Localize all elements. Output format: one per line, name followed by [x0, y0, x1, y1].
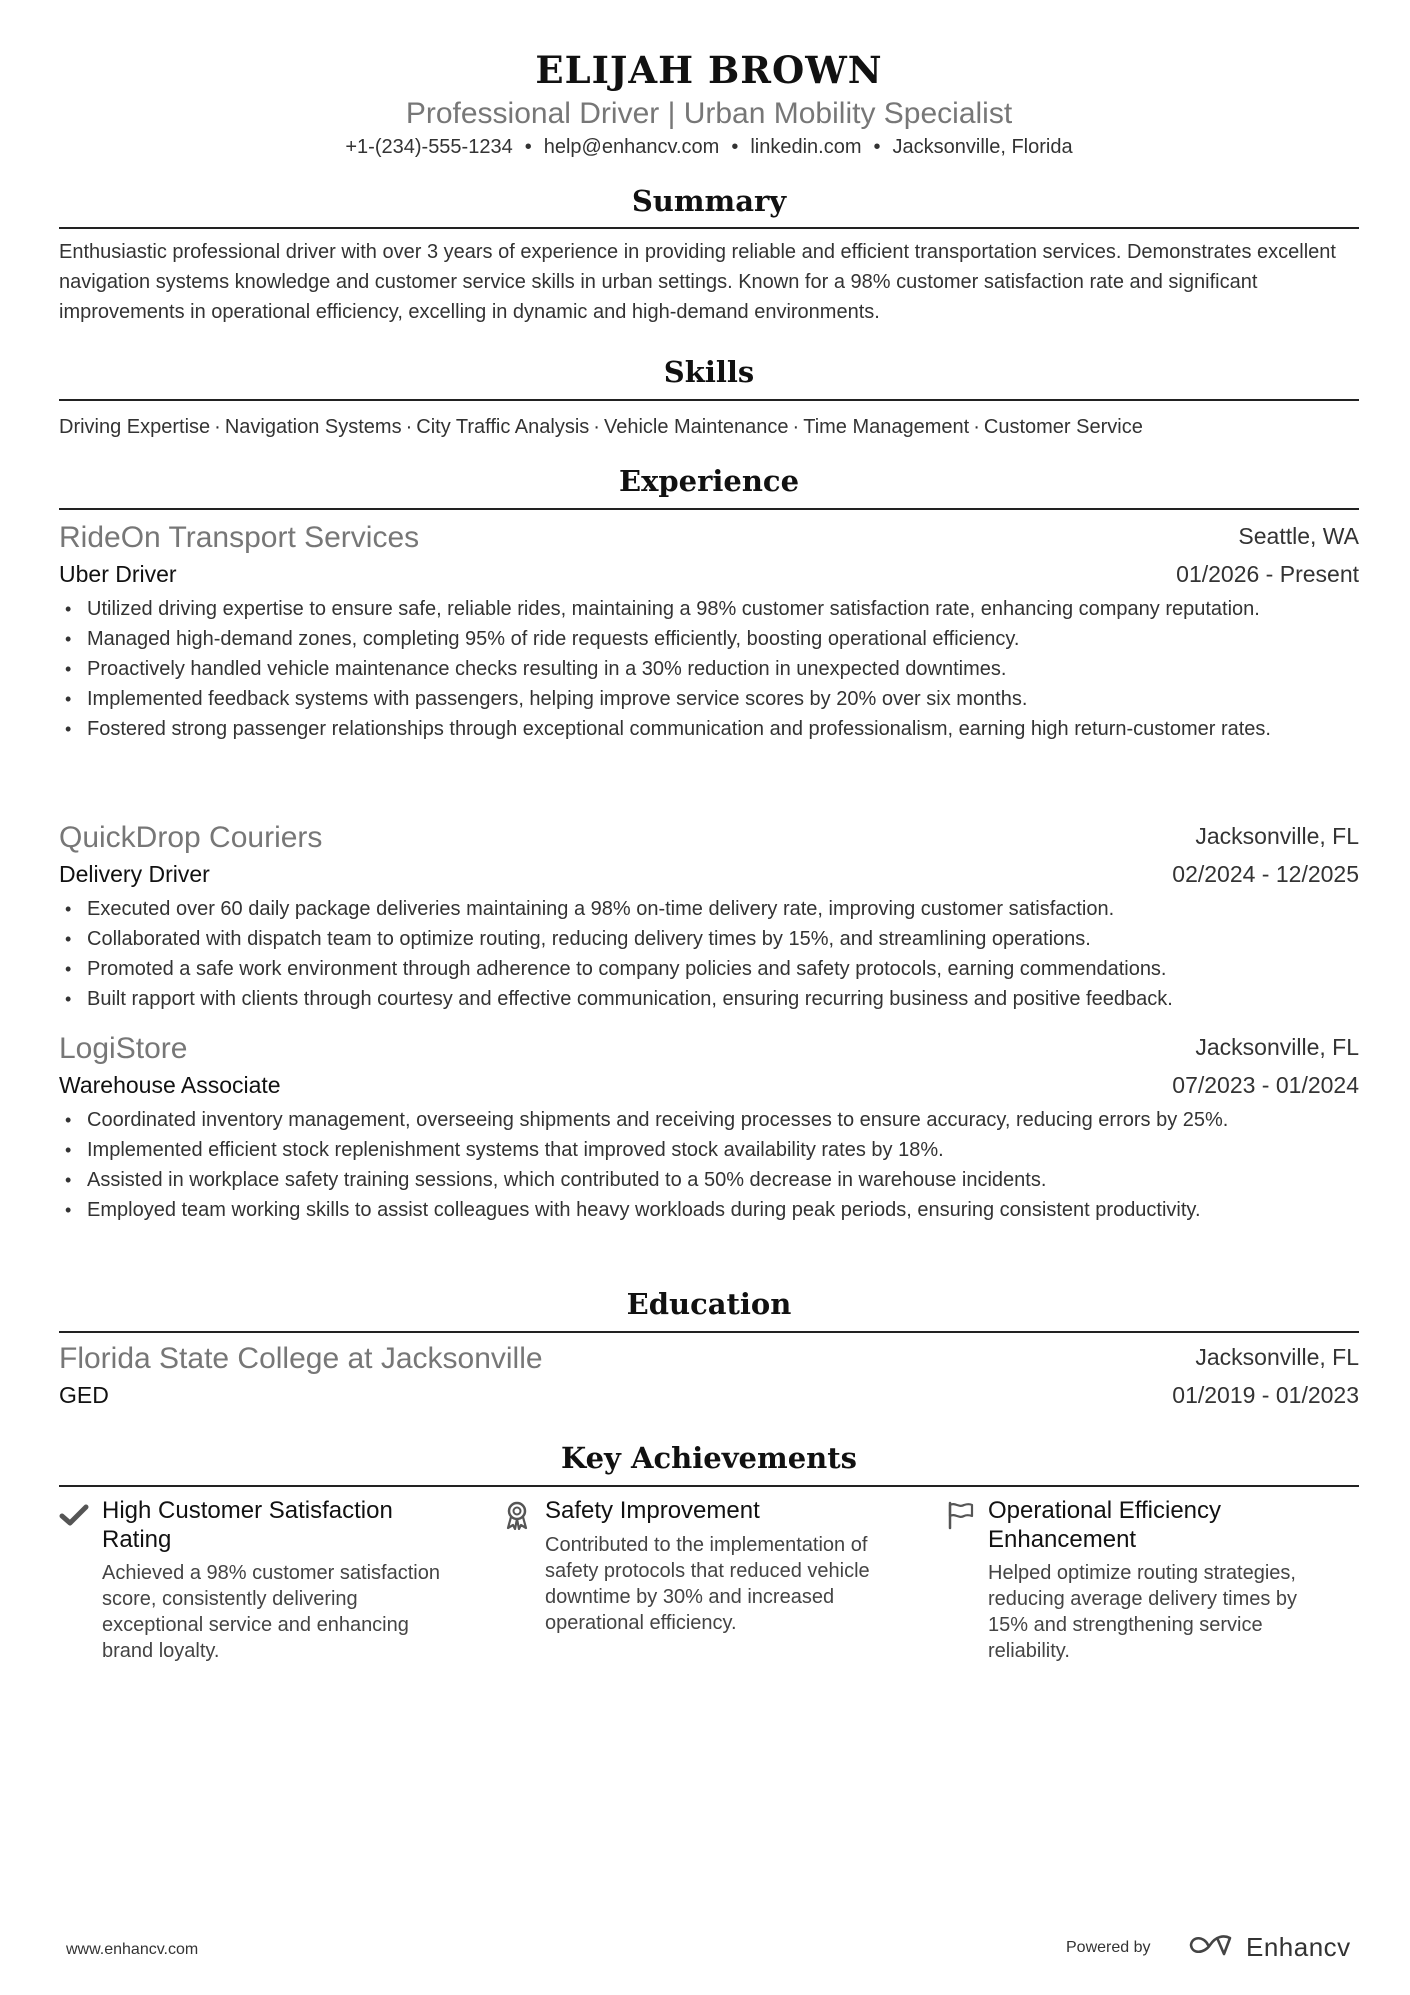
- skill-item: Driving Expertise: [59, 416, 211, 438]
- skill-item: Customer Service: [983, 416, 1143, 438]
- list-item: • Assisted in workplace safety training sessions, which contributed to a 50% decrease in warehouse incidents.: [87, 1165, 1359, 1195]
- skill-separator: ·: [792, 416, 800, 438]
- experience-entry: [59, 820, 1359, 1014]
- achievement-description: Contributed to the implementation of safety protocols that reduced vehicle downtime by 30% and increased operational efficiency.: [545, 1534, 870, 1634]
- list-item: • Managed high-demand zones, completing 95% of ride requests efficiently, boosting operational efficiency.: [87, 624, 1359, 654]
- contact-phone[interactable]: +1-(234)-555-1234: [345, 136, 513, 158]
- job-location: Jacksonville, FL: [1195, 1034, 1359, 1060]
- job-bullets: [59, 1105, 1359, 1225]
- section-divider: [59, 227, 1359, 229]
- list-item: • Executed over 60 daily package deliveries maintaining a 98% on-time delivery rate, improving customer satisfaction.: [87, 894, 1359, 924]
- footer-website-link[interactable]: www.enhancv.com: [66, 1941, 199, 1958]
- achievement-item: [502, 1496, 882, 1676]
- skill-separator: ·: [214, 416, 221, 438]
- achievements-heading: Key Achievements: [561, 1441, 857, 1475]
- achievement-title: High Customer Satisfaction Rating: [102, 1497, 393, 1553]
- job-role: Delivery Driver: [59, 861, 210, 887]
- list-item: • Implemented efficient stock replenishment systems that improved stock availability rates by 18%.: [87, 1135, 1359, 1165]
- flag-icon: [945, 1500, 975, 1530]
- job-dates: 02/2024 - 12/2025: [1172, 861, 1359, 887]
- contact-linkedin[interactable]: linkedin.com: [750, 136, 862, 158]
- checkmark-icon: [59, 1500, 89, 1530]
- list-item: • Coordinated inventory management, overseeing shipments and receiving processes to ensure accuracy, reducing errors by 25%.: [87, 1105, 1359, 1135]
- list-item: • Employed team working skills to assist colleagues with heavy workloads during peak periods, ensuring consistent productivity.: [87, 1195, 1359, 1225]
- section-divider: [59, 1331, 1359, 1333]
- company-name: QuickDrop Couriers: [59, 821, 323, 854]
- enhancv-logo-icon: [1186, 1930, 1236, 1960]
- achievement-item: [59, 1496, 439, 1676]
- award-ribbon-icon: [502, 1500, 532, 1530]
- job-bullets: [59, 894, 1359, 1014]
- school-location: Jacksonville, FL: [1195, 1344, 1359, 1370]
- contact-line: [59, 134, 1359, 160]
- skill-separator: ·: [973, 416, 980, 438]
- contact-location: Jacksonville, Florida: [892, 136, 1073, 158]
- summary-text: Enthusiastic professional driver with over 3 years of experience in providing reliable and efficient transportation services. Demonstrates excellent navigation systems knowledge and customer service skills in urban settings. Known for a 98% customer satisfaction rate and significant improvements in operational efficiency, excelling in dynamic and high-demand environments.: [59, 241, 1336, 323]
- job-role: Warehouse Associate: [59, 1072, 281, 1098]
- skill-separator: ·: [593, 416, 600, 438]
- skill-item: Vehicle Maintenance: [603, 416, 789, 438]
- candidate-title: Professional Driver | Urban Mobility Specialist: [405, 97, 1013, 130]
- achievement-item: [945, 1496, 1325, 1676]
- achievement-description: Achieved a 98% customer satisfaction score, consistently delivering exceptional service and enhancing brand loyalty.: [102, 1562, 440, 1662]
- job-dates: 07/2023 - 01/2024: [1172, 1072, 1359, 1098]
- skills-list: [59, 412, 1359, 442]
- school-name: Florida State College at Jacksonville: [59, 1342, 543, 1375]
- company-name: LogiStore: [59, 1032, 188, 1065]
- job-role: Uber Driver: [59, 561, 177, 587]
- candidate-name: ELIJAH BROWN: [535, 48, 883, 92]
- summary-heading: Summary: [631, 184, 787, 218]
- company-name: RideOn Transport Services: [59, 521, 420, 554]
- experience-entry: [59, 1031, 1359, 1225]
- list-item: • Promoted a safe work environment through adherence to company policies and safety protocols, earning commendations.: [87, 954, 1359, 984]
- job-location: Jacksonville, FL: [1195, 823, 1359, 849]
- job-dates: 01/2026 - Present: [1176, 561, 1359, 587]
- skill-separator: ·: [405, 416, 413, 438]
- contact-separator: •: [731, 136, 739, 158]
- job-bullets: [59, 594, 1359, 744]
- section-divider: [59, 508, 1359, 510]
- education-dates: 01/2019 - 01/2023: [1172, 1382, 1359, 1408]
- experience-entry: [59, 520, 1359, 744]
- contact-email[interactable]: help@enhancv.com: [543, 136, 720, 158]
- experience-heading: Experience: [618, 464, 800, 498]
- section-divider: [59, 1485, 1359, 1487]
- job-location: Seattle, WA: [1238, 523, 1359, 549]
- footer-brand-name[interactable]: Enhancv: [1246, 1932, 1351, 1962]
- skill-item: Time Management: [803, 416, 970, 438]
- list-item: • Collaborated with dispatch team to optimize routing, reducing delivery times by 15%, and streamlining operations.: [87, 924, 1359, 954]
- list-item: • Fostered strong passenger relationships through exceptional communication and professionalism, earning high return-customer rates.: [87, 714, 1359, 744]
- achievement-description: Helped optimize routing strategies, reducing average delivery times by 15% and strengthening service reliability.: [988, 1562, 1298, 1662]
- achievement-title: Safety Improvement: [545, 1497, 760, 1524]
- section-divider: [59, 399, 1359, 401]
- list-item: • Built rapport with clients through courtesy and effective communication, ensuring recurring business and positive feedback.: [87, 984, 1359, 1014]
- degree: GED: [59, 1382, 109, 1408]
- footer-powered-by: Powered by: [1066, 1939, 1151, 1956]
- list-item: • Proactively handled vehicle maintenance checks resulting in a 30% reduction in unexpected downtimes.: [87, 654, 1359, 684]
- contact-separator: •: [524, 136, 532, 158]
- education-entry: [59, 1341, 1359, 1413]
- list-item: • Utilized driving expertise to ensure safe, reliable rides, maintaining a 98% customer satisfaction rate, enhancing company reputation.: [87, 594, 1359, 624]
- achievement-title: Operational Efficiency Enhancement: [988, 1497, 1222, 1553]
- list-item: • Implemented feedback systems with passengers, helping improve service scores by 20% over six months.: [87, 684, 1359, 714]
- education-heading: Education: [626, 1287, 792, 1321]
- contact-separator: •: [873, 136, 881, 158]
- skills-heading: Skills: [663, 355, 755, 389]
- skill-item: City Traffic Analysis: [416, 416, 590, 438]
- skill-item: Navigation Systems: [224, 416, 402, 438]
